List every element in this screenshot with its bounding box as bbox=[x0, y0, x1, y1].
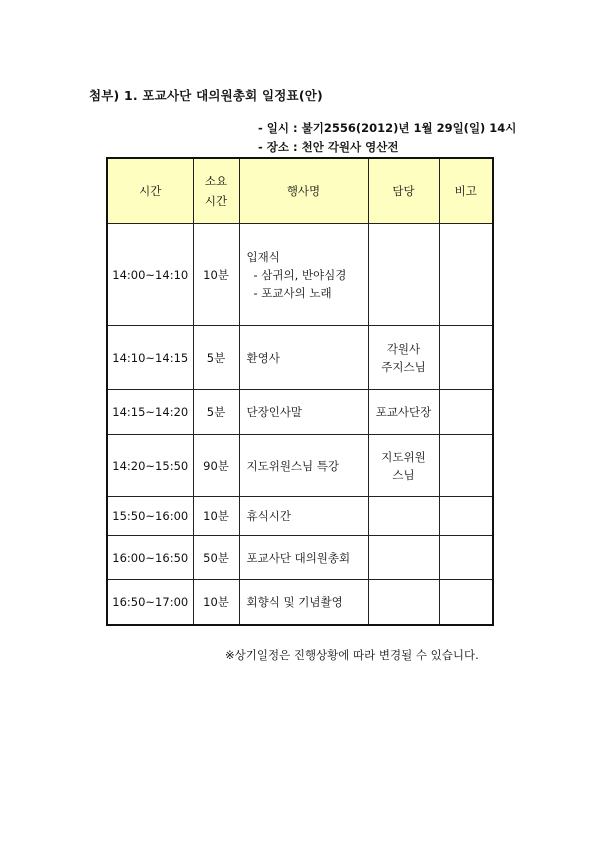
cell-event: 지도위원스님 특강 bbox=[239, 435, 368, 497]
cell-duration: 50분 bbox=[193, 536, 239, 580]
table-row bbox=[107, 580, 493, 626]
document-title: 첨부) 1. 포교사단 대의원총회 일정표(안) bbox=[89, 88, 323, 103]
cell-duration: 10분 bbox=[193, 580, 239, 626]
header-time: 시간 bbox=[107, 158, 193, 224]
owner-line1: 각원사 bbox=[386, 341, 421, 356]
cell-time: 14:10~14:15 bbox=[107, 326, 193, 390]
cell-note bbox=[439, 536, 493, 580]
cell-owner bbox=[368, 497, 439, 536]
cell-time: 14:00~14:10 bbox=[107, 224, 193, 326]
cell-event: 환영사 bbox=[239, 326, 368, 390]
cell-note bbox=[439, 497, 493, 536]
cell-duration: 90분 bbox=[193, 435, 239, 497]
cell-event: 회향식 및 기념촬영 bbox=[239, 580, 368, 626]
owner-line2: 주지스님 bbox=[381, 359, 426, 374]
header-duration-line2: 시간 bbox=[204, 194, 228, 208]
table-row bbox=[107, 390, 493, 435]
cell-note bbox=[439, 580, 493, 626]
cell-owner bbox=[368, 326, 439, 390]
event-subitem: - 포교사의 노래 bbox=[253, 285, 332, 300]
header-duration-line1: 소요 bbox=[204, 174, 228, 188]
owner-line1: 지도위원 bbox=[381, 449, 426, 464]
cell-event: 휴식시간 bbox=[239, 497, 368, 536]
table-row bbox=[107, 435, 493, 497]
cell-owner: 포교사단장 bbox=[368, 390, 439, 435]
owner-line2: 스님 bbox=[392, 467, 415, 482]
cell-duration: 10분 bbox=[193, 497, 239, 536]
header-event: 행사명 bbox=[239, 158, 368, 224]
cell-duration: 5분 bbox=[193, 390, 239, 435]
cell-time: 14:20~15:50 bbox=[107, 435, 193, 497]
cell-event: 단장인사말 bbox=[239, 390, 368, 435]
table-row bbox=[107, 224, 493, 326]
date-line: - 일시 : 불기2556(2012)년 1월 29일(일) 14시 bbox=[258, 121, 517, 135]
cell-time: 15:50~16:00 bbox=[107, 497, 193, 536]
table-header-row bbox=[107, 158, 493, 224]
footnote: ※상기일정은 진행상황에 따라 변경될 수 있습니다. bbox=[225, 648, 479, 662]
table-row bbox=[107, 497, 493, 536]
cell-time: 14:15~14:20 bbox=[107, 390, 193, 435]
header-note: 비고 bbox=[439, 158, 493, 224]
cell-note bbox=[439, 435, 493, 497]
event-subitem: - 삼귀의, 반야심경 bbox=[253, 267, 347, 282]
header-duration bbox=[193, 158, 239, 224]
cell-event bbox=[239, 224, 368, 326]
cell-event: 포교사단 대의원총회 bbox=[239, 536, 368, 580]
header-owner: 담당 bbox=[368, 158, 439, 224]
place-line: - 장소 : 천안 각원사 영산전 bbox=[258, 140, 399, 154]
cell-note bbox=[439, 390, 493, 435]
cell-time: 16:00~16:50 bbox=[107, 536, 193, 580]
schedule-table bbox=[106, 157, 494, 626]
cell-time: 16:50~17:00 bbox=[107, 580, 193, 626]
cell-owner bbox=[368, 536, 439, 580]
cell-duration: 5분 bbox=[193, 326, 239, 390]
cell-owner bbox=[368, 224, 439, 326]
event-title: 입재식 bbox=[246, 249, 280, 264]
table-row bbox=[107, 536, 493, 580]
cell-owner bbox=[368, 580, 439, 626]
cell-duration: 10분 bbox=[193, 224, 239, 326]
cell-note bbox=[439, 224, 493, 326]
table-row bbox=[107, 326, 493, 390]
cell-note bbox=[439, 326, 493, 390]
cell-owner bbox=[368, 435, 439, 497]
